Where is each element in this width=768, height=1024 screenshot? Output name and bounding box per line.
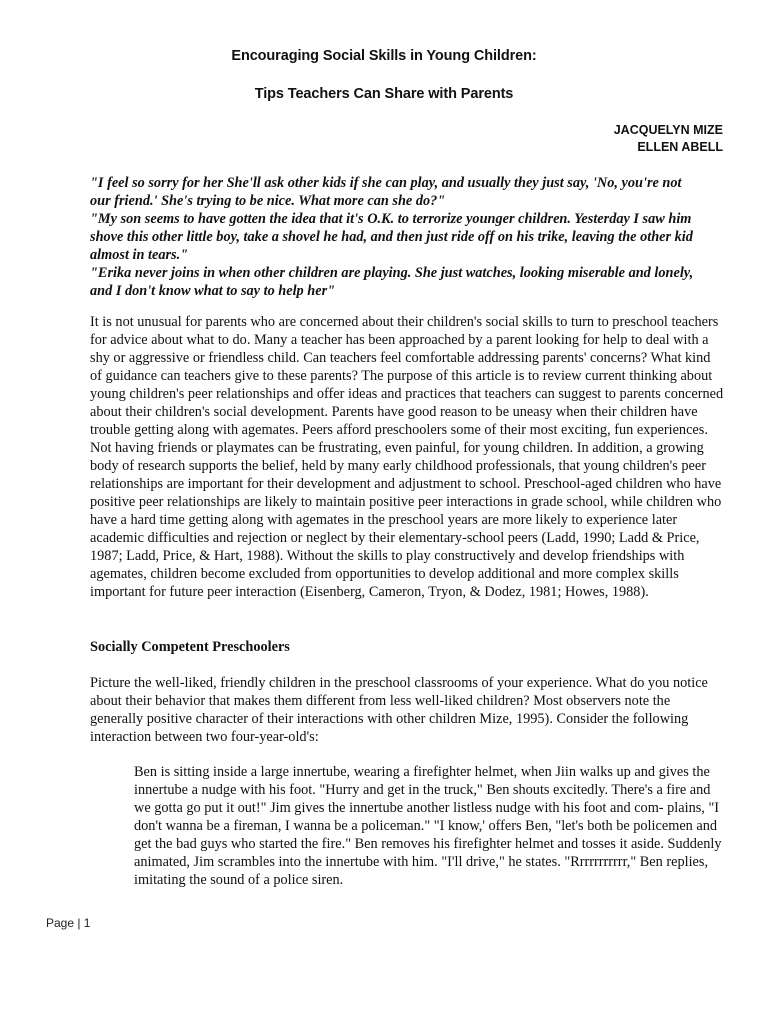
author-name: ELLEN ABELL	[637, 140, 723, 154]
example-blockquote: Ben is sitting inside a large innertube, wearing a firefighter helmet, when Jiin walks up and gives the innertube a nudge with his foot. "Hurry and get in the truck," Ben shouts excitedly. There's a fire and we gotta go put it out!" Jim gives the innertube another listless nudge with his foot and com- plains, "I don't wanna be a fireman, I wanna be a policeman." "I know,' offers Ben, "let's both be policemen and get the bad guys who started the fire." Ben removes his firefighter helmet and tosses it aside. Suddenly animated, Jim scrambles into the innertube with him. "I'll drive," he states. "Rrrrrrrrrrr," Ben replies, imitating the sound of a police siren.	[134, 764, 722, 888]
author-name: JACQUELYN MIZE	[613, 123, 723, 137]
intro-paragraph: It is not unusual for parents who are concerned about their children's social skills to turn to preschool teachers for advice about what to do. Many a teacher has been approached by a parent looking for help to deal with a shy or aggressive or friendless child. Can teachers feel comfortable addressing parents' concerns? What kind of guidance can teachers give to these parents? The purpose of this article is to review current thinking about young children's peer relationships and offer ideas and practices that teachers can suggest to parents concerned about their children's social development. Parents have good reason to be uneasy when their children have trouble getting along with agemates. Peers afford preschoolers some of their most exciting, fun experiences. Not having friends or playmates can be frustrating, even painful, for young children. In addition, a growing body of research supports the belief, held by many early childhood professionals, that young children's peer relationships are important for their development and adjustment to school. Preschool-aged children who have positive peer relationships are likely to maintain positive peer interactions in grade school, while children who have a hard time getting along with agemates in the preschool years are more likely to experience later academic difficulties and rejection or neglect by their elementary-school peers (Ladd, 1990; Ladd & Price, 1987; Ladd, Price, & Hart, 1988). Without the skills to play constructively and develop friendships with agemates, children become excluded from opportunities to develop additional and more complex skills important for future peer interaction (Eisenberg, Cameron, Tryon, & Dodez, 1981; Howes, 1988).	[90, 314, 724, 600]
parent-quote: "My son seems to have gotten the idea that it's O.K. to terrorize younger children. Yesterday I saw him shove this other little boy, take a shovel he had, and then just ride off on his trike, leaving the other kid almost in tears."	[90, 211, 693, 263]
parent-quote: "I feel so sorry for her She'll ask other kids if she can play, and usually they just say, 'No, you're not our friend.' She's trying to be nice. What more can she do?"	[90, 175, 682, 209]
page-number-footer: Page | 1	[46, 916, 91, 930]
document-title: Encouraging Social Skills in Young Children:	[231, 48, 537, 64]
body-paragraph: Picture the well-liked, friendly children in the preschool classrooms of your experience. What do you notice about their behavior that makes them different from less well-liked children? Most observers note the generally positive character of their interactions with other children Mize, 1995). Consider the following interaction between two four-year-old's:	[90, 675, 708, 745]
document-subtitle: Tips Teachers Can Share with Parents	[254, 86, 514, 102]
parent-quotes	[90, 174, 702, 300]
section-heading: Socially Competent Preschoolers	[90, 639, 290, 655]
parent-quote: "Erika never joins in when other children are playing. She just watches, looking miserable and lonely, and I don't know what to say to help her"	[90, 265, 694, 299]
